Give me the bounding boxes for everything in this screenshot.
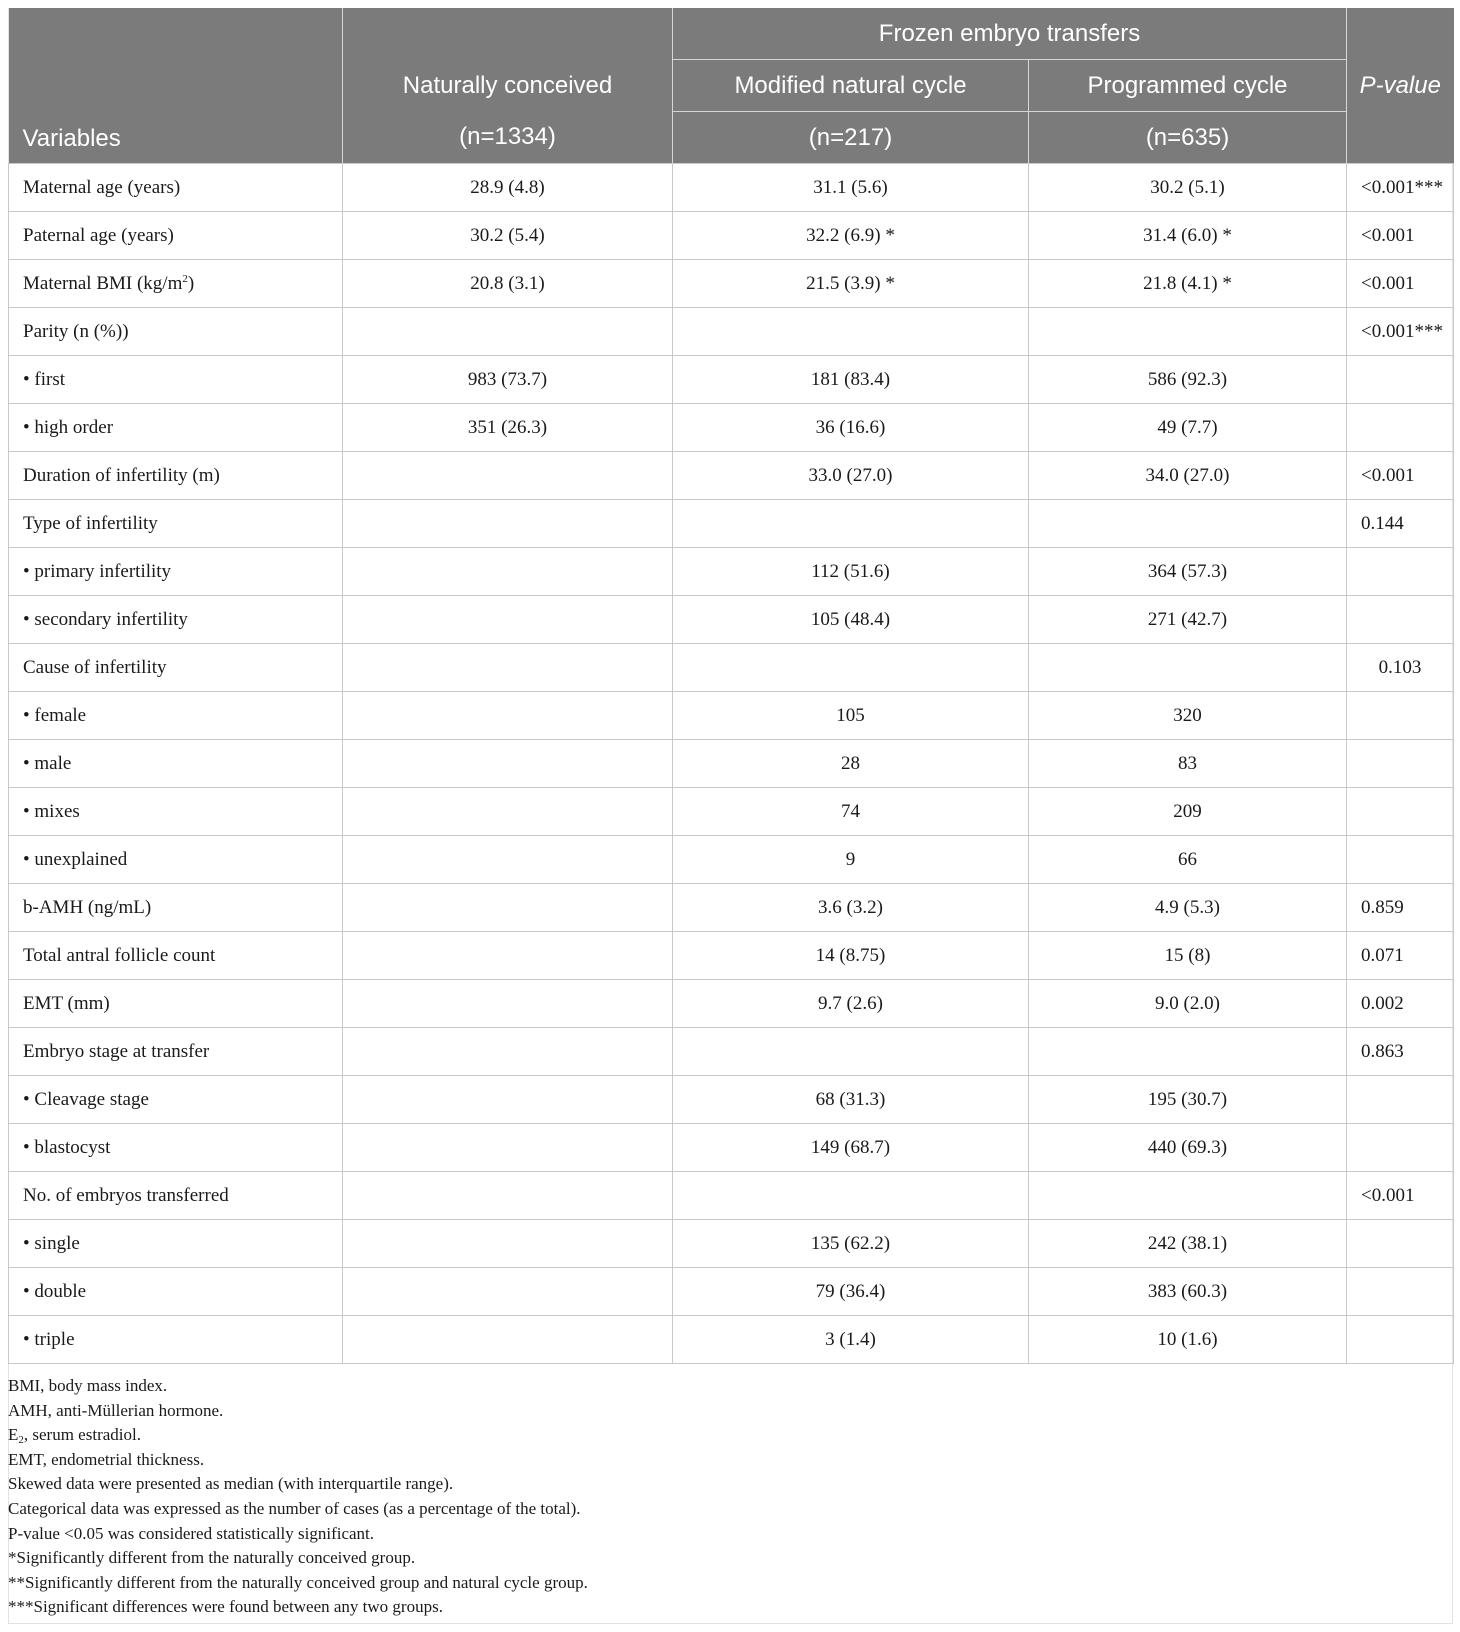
programmed-cycle-cell: 15 (8) — [1029, 932, 1347, 980]
p-value-cell — [1347, 1268, 1454, 1316]
frozen-embryo-transfers-header: Frozen embryo transfers — [673, 8, 1347, 60]
variable-label: • secondary infertility — [23, 608, 188, 630]
modified-natural-cycle-cell: 31.1 (5.6) — [673, 164, 1029, 212]
table-row — [9, 260, 1454, 308]
programmed-cycle-cell — [1029, 644, 1347, 692]
naturally-conceived-cell: 351 (26.3) — [343, 404, 673, 452]
table-footnotes — [8, 1364, 1453, 1620]
programmed-cycle-cell: 271 (42.7) — [1029, 596, 1347, 644]
programmed-cycle-cell: 440 (69.3) — [1029, 1124, 1347, 1172]
variable-label: Total antral follicle count — [23, 944, 216, 966]
variable-label: • Cleavage stage — [23, 1088, 149, 1110]
modified-natural-cycle-cell — [673, 500, 1029, 548]
naturally-conceived-cell — [343, 788, 673, 836]
naturally-conceived-cell — [343, 692, 673, 740]
programmed-cycle-cell — [1029, 1028, 1347, 1076]
variable-label: EMT (mm) — [23, 992, 110, 1014]
naturally-conceived-cell: 28.9 (4.8) — [343, 164, 673, 212]
programmed-cycle-cell: 10 (1.6) — [1029, 1316, 1347, 1364]
programmed-cycle-header: Programmed cycle — [1029, 60, 1347, 112]
naturally-conceived-cell — [343, 980, 673, 1028]
programmed-cycle-cell — [1029, 308, 1347, 356]
modified-natural-cycle-cell: 3.6 (3.2) — [673, 884, 1029, 932]
table-row — [9, 1028, 1454, 1076]
programmed-cycle-cell: 383 (60.3) — [1029, 1268, 1347, 1316]
p-value-cell: <0.001 — [1347, 452, 1454, 500]
naturally-conceived-cell — [343, 1124, 673, 1172]
p-value-cell — [1347, 1076, 1454, 1124]
footnote-star2: **Significantly different from the naturally conceived group and natural cycle group. — [8, 1572, 588, 1592]
table-row — [9, 1220, 1454, 1268]
variable-label: • female — [23, 704, 87, 726]
variable-cell — [9, 740, 343, 788]
naturally-conceived-cell — [343, 740, 673, 788]
table-row — [9, 1076, 1454, 1124]
table-row — [9, 500, 1454, 548]
table-row — [9, 1172, 1454, 1220]
variable-label: b-AMH (ng/mL) — [23, 896, 152, 918]
programmed-cycle-cell: 9.0 (2.0) — [1029, 980, 1347, 1028]
variable-cell — [9, 836, 343, 884]
characteristics-table — [8, 8, 1454, 1364]
p-value-cell — [1347, 356, 1454, 404]
p-value-cell — [1347, 1220, 1454, 1268]
variable-cell — [9, 596, 343, 644]
table-row — [9, 884, 1454, 932]
modified-natural-cycle-cell: 105 — [673, 692, 1029, 740]
programmed-cycle-cell: 320 — [1029, 692, 1347, 740]
modified-natural-cycle-cell: 36 (16.6) — [673, 404, 1029, 452]
table-row — [9, 644, 1454, 692]
variable-label: • double — [23, 1280, 87, 1302]
naturally-conceived-cell: 983 (73.7) — [343, 356, 673, 404]
p-value-cell: 0.863 — [1347, 1028, 1454, 1076]
modified-natural-cycle-cell — [673, 1172, 1029, 1220]
variable-label-superscript: 2 — [182, 272, 188, 285]
table-row — [9, 1124, 1454, 1172]
p-value-cell — [1347, 404, 1454, 452]
variable-label: • first — [23, 368, 66, 390]
variable-cell — [9, 452, 343, 500]
variable-label: Paternal age (years) — [23, 224, 174, 246]
naturally-conceived-cell: 30.2 (5.4) — [343, 212, 673, 260]
variable-label: • single — [23, 1232, 80, 1254]
modified-natural-cycle-cell: 32.2 (6.9) * — [673, 212, 1029, 260]
p-value-cell — [1347, 788, 1454, 836]
modified-natural-cycle-cell: 181 (83.4) — [673, 356, 1029, 404]
variable-cell — [9, 884, 343, 932]
naturally-conceived-cell — [343, 452, 673, 500]
p-value-cell — [1347, 548, 1454, 596]
variable-cell — [9, 932, 343, 980]
modified-natural-cycle-cell: 135 (62.2) — [673, 1220, 1029, 1268]
variable-label: • blastocyst — [23, 1136, 111, 1158]
p-value-cell: 0.002 — [1347, 980, 1454, 1028]
programmed-cycle-cell: 4.9 (5.3) — [1029, 884, 1347, 932]
modified-natural-cycle-cell: 14 (8.75) — [673, 932, 1029, 980]
variable-cell — [9, 644, 343, 692]
variable-label: • unexplained — [23, 848, 128, 870]
variable-cell — [9, 500, 343, 548]
modified-natural-cycle-cell: 79 (36.4) — [673, 1268, 1029, 1316]
p-value-cell: 0.144 — [1347, 500, 1454, 548]
p-value-cell — [1347, 692, 1454, 740]
variable-label: • high order — [23, 416, 114, 438]
programmed-cycle-cell: 195 (30.7) — [1029, 1076, 1347, 1124]
programmed-cycle-cell: 242 (38.1) — [1029, 1220, 1347, 1268]
programmed-cycle-cell: 21.8 (4.1) * — [1029, 260, 1347, 308]
programmed-cycle-cell: 30.2 (5.1) — [1029, 164, 1347, 212]
naturally-conceived-cell — [343, 596, 673, 644]
programmed-cycle-cell: 49 (7.7) — [1029, 404, 1347, 452]
footnote-e2 — [8, 1423, 1453, 1448]
table-row — [9, 692, 1454, 740]
table-row — [9, 164, 1454, 212]
table-row — [9, 308, 1454, 356]
table-row — [9, 740, 1454, 788]
table-row — [9, 788, 1454, 836]
naturally-conceived-cell — [343, 308, 673, 356]
programmed-cycle-cell: 364 (57.3) — [1029, 548, 1347, 596]
variable-label: Parity (n (%)) — [23, 320, 129, 342]
p-value-cell: 0.859 — [1347, 884, 1454, 932]
naturally-conceived-cell — [343, 644, 673, 692]
p-value-cell — [1347, 1124, 1454, 1172]
table-figure — [8, 8, 1453, 1624]
programmed-cycle-n: (n=635) — [1029, 112, 1347, 164]
variable-cell — [9, 1268, 343, 1316]
variable-cell — [9, 260, 343, 308]
variable-cell — [9, 1028, 343, 1076]
variable-label: No. of embryos transferred — [23, 1184, 229, 1206]
table-row — [9, 1268, 1454, 1316]
p-value-cell: <0.001*** — [1347, 164, 1454, 212]
variable-label: Cause of infertility — [23, 656, 167, 678]
programmed-cycle-cell: 83 — [1029, 740, 1347, 788]
modified-natural-cycle-cell: 33.0 (27.0) — [673, 452, 1029, 500]
programmed-cycle-cell: 586 (92.3) — [1029, 356, 1347, 404]
naturally-conceived-cell — [343, 1316, 673, 1364]
table-row — [9, 404, 1454, 452]
table-row — [9, 452, 1454, 500]
naturally-conceived-cell — [343, 1028, 673, 1076]
footnote-star1: *Significantly different from the naturally conceived group. — [8, 1548, 416, 1568]
variable-label: • primary infertility — [23, 560, 172, 582]
p-value-cell: <0.001*** — [1347, 308, 1454, 356]
footnote-emt: EMT, endometrial thickness. — [8, 1449, 205, 1469]
naturally-conceived-n: (n=1334) — [343, 112, 673, 164]
variable-cell — [9, 404, 343, 452]
variable-cell — [9, 788, 343, 836]
programmed-cycle-cell: 209 — [1029, 788, 1347, 836]
footnote-categorical: Categorical data was expressed as the number of cases (as a percentage of the total). — [8, 1498, 581, 1518]
variable-label: • male — [23, 752, 72, 774]
p-value-cell — [1347, 596, 1454, 644]
table-row — [9, 212, 1454, 260]
footnote-star3: ***Significant differences were found between any two groups. — [8, 1597, 443, 1617]
table-row — [9, 980, 1454, 1028]
variables-header: Variables — [9, 8, 343, 164]
modified-natural-cycle-cell: 28 — [673, 740, 1029, 788]
table-body — [9, 164, 1454, 1364]
modified-natural-cycle-cell — [673, 644, 1029, 692]
variable-label: • triple — [23, 1328, 75, 1350]
modified-natural-cycle-cell: 21.5 (3.9) * — [673, 260, 1029, 308]
footnote-pvalue: P-value <0.05 was considered statistically significant. — [8, 1523, 375, 1543]
variable-cell — [9, 1316, 343, 1364]
e2-text: , serum estradiol. — [23, 1425, 141, 1445]
variable-label: Maternal BMI (kg/m — [23, 272, 183, 294]
variable-label: Type of infertility — [23, 512, 158, 534]
modified-natural-cycle-header: Modified natural cycle — [673, 60, 1029, 112]
p-value-cell: 0.103 — [1347, 644, 1454, 692]
naturally-conceived-cell: 20.8 (3.1) — [343, 260, 673, 308]
table-row — [9, 596, 1454, 644]
naturally-conceived-cell — [343, 932, 673, 980]
modified-natural-cycle-cell: 112 (51.6) — [673, 548, 1029, 596]
table-row — [9, 932, 1454, 980]
variable-cell — [9, 692, 343, 740]
modified-natural-cycle-cell: 3 (1.4) — [673, 1316, 1029, 1364]
p-value-cell: <0.001 — [1347, 1172, 1454, 1220]
variable-label: • mixes — [23, 800, 80, 822]
modified-natural-cycle-cell: 149 (68.7) — [673, 1124, 1029, 1172]
table-header — [9, 8, 1454, 164]
table-row — [9, 356, 1454, 404]
table-row — [9, 836, 1454, 884]
naturally-conceived-cell — [343, 1220, 673, 1268]
naturally-conceived-cell — [343, 1268, 673, 1316]
header-empty-cell — [1347, 8, 1454, 60]
footnote-bmi: BMI, body mass index. — [8, 1376, 168, 1395]
e2-subscript: 2 — [18, 1434, 24, 1447]
variable-label: Embryo stage at transfer — [23, 1040, 210, 1062]
modified-natural-cycle-cell: 9 — [673, 836, 1029, 884]
naturally-conceived-cell — [343, 836, 673, 884]
variable-label: Duration of infertility (m) — [23, 464, 220, 486]
p-value-cell: 0.071 — [1347, 932, 1454, 980]
p-value-cell — [1347, 1316, 1454, 1364]
naturally-conceived-cell — [343, 500, 673, 548]
table-row — [9, 548, 1454, 596]
variable-cell — [9, 1124, 343, 1172]
modified-natural-cycle-cell: 68 (31.3) — [673, 1076, 1029, 1124]
variable-label-suffix: ) — [187, 272, 195, 294]
programmed-cycle-cell — [1029, 500, 1347, 548]
p-value-header: P-value — [1347, 60, 1454, 112]
variable-cell — [9, 548, 343, 596]
variable-cell — [9, 356, 343, 404]
naturally-conceived-header: Naturally conceived — [343, 60, 673, 112]
p-value-cell — [1347, 740, 1454, 788]
programmed-cycle-cell: 31.4 (6.0) * — [1029, 212, 1347, 260]
programmed-cycle-cell — [1029, 1172, 1347, 1220]
modified-natural-cycle-cell: 9.7 (2.6) — [673, 980, 1029, 1028]
programmed-cycle-cell: 34.0 (27.0) — [1029, 452, 1347, 500]
header-empty-cell — [343, 8, 673, 60]
variable-cell — [9, 1076, 343, 1124]
naturally-conceived-cell — [343, 884, 673, 932]
variable-cell — [9, 1172, 343, 1220]
modified-natural-cycle-cell — [673, 1028, 1029, 1076]
naturally-conceived-cell — [343, 1076, 673, 1124]
header-empty-cell — [1347, 112, 1454, 164]
variable-label: Maternal age (years) — [23, 176, 181, 198]
e2-symbol: E — [8, 1425, 19, 1445]
modified-natural-cycle-cell: 74 — [673, 788, 1029, 836]
p-value-cell — [1347, 836, 1454, 884]
variable-cell — [9, 980, 343, 1028]
footnote-amh: AMH, anti-Müllerian hormone. — [8, 1400, 224, 1420]
modified-natural-cycle-cell — [673, 308, 1029, 356]
variable-cell — [9, 1220, 343, 1268]
modified-natural-cycle-cell: 105 (48.4) — [673, 596, 1029, 644]
variable-cell — [9, 308, 343, 356]
table-row — [9, 1316, 1454, 1364]
naturally-conceived-cell — [343, 1172, 673, 1220]
naturally-conceived-cell — [343, 548, 673, 596]
programmed-cycle-cell: 66 — [1029, 836, 1347, 884]
variable-cell — [9, 164, 343, 212]
variable-cell — [9, 212, 343, 260]
p-value-cell: <0.001 — [1347, 212, 1454, 260]
modified-natural-cycle-n: (n=217) — [673, 112, 1029, 164]
p-value-cell: <0.001 — [1347, 260, 1454, 308]
footnote-skewed: Skewed data were presented as median (with interquartile range). — [8, 1474, 454, 1494]
